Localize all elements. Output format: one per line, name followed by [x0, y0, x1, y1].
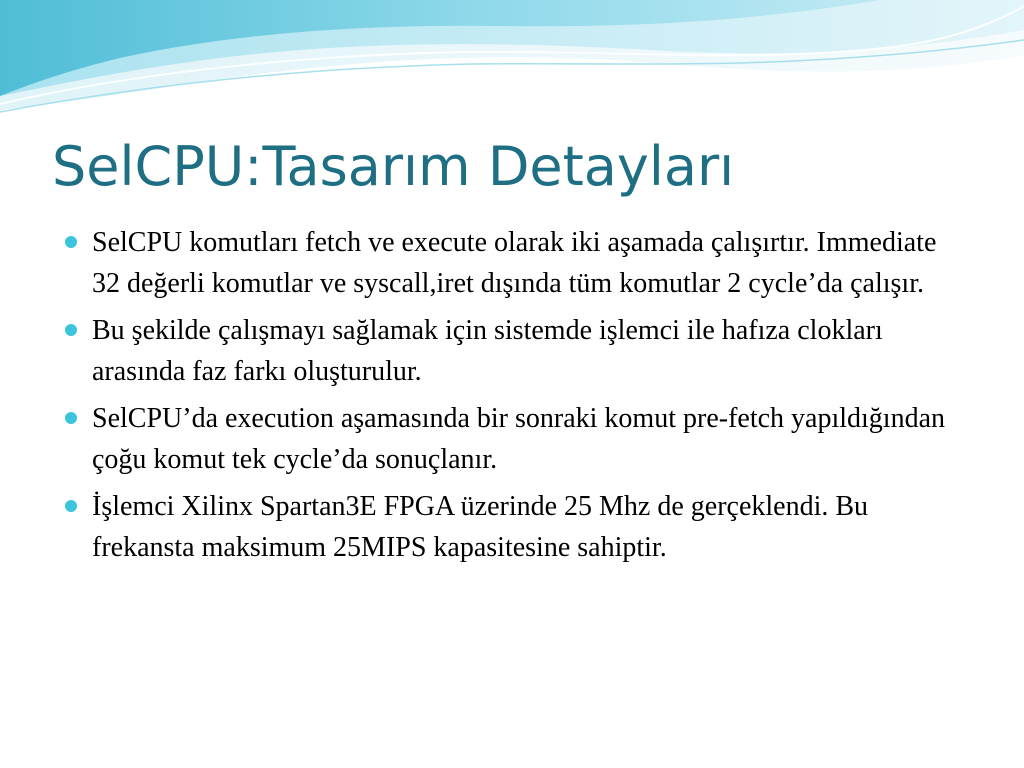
- bullet-dot-icon: [65, 500, 77, 512]
- bullet-text: SelCPU komutları fetch ve execute olarak iki aşamada çalışırtır. Immediate 32 değerli komutlar ve syscall,iret dışında tüm komutlar 2 cycle’da çalışır.: [92, 227, 937, 299]
- bullet-item: [62, 398, 962, 480]
- bullet-text: İşlemci Xilinx Spartan3E FPGA üzerinde 25 Mhz de gerçeklendi. Bu frekansta maksimum 25MIPS kapasitesine sahiptir.: [92, 491, 869, 563]
- bullet-text: SelCPU’da execution aşamasında bir sonraki komut pre-fetch yapıldığından çoğu komut tek cycle’da sonuçlanır.: [92, 403, 946, 475]
- bullet-item: [62, 310, 962, 392]
- bullet-dot-icon: [65, 412, 77, 424]
- bullet-item: [62, 486, 962, 568]
- header-wave-decoration: [0, 0, 1024, 130]
- bullet-dot-icon: [65, 236, 77, 248]
- bullet-item: [62, 222, 962, 304]
- slide-title: SelCPU:Tasarım Detayları: [52, 135, 735, 198]
- bullet-text: Bu şekilde çalışmayı sağlamak için sistemde işlemci ile hafıza clokları arasında faz farkı oluşturulur.: [92, 315, 883, 387]
- bullet-list: [62, 222, 962, 574]
- bullet-dot-icon: [65, 324, 77, 336]
